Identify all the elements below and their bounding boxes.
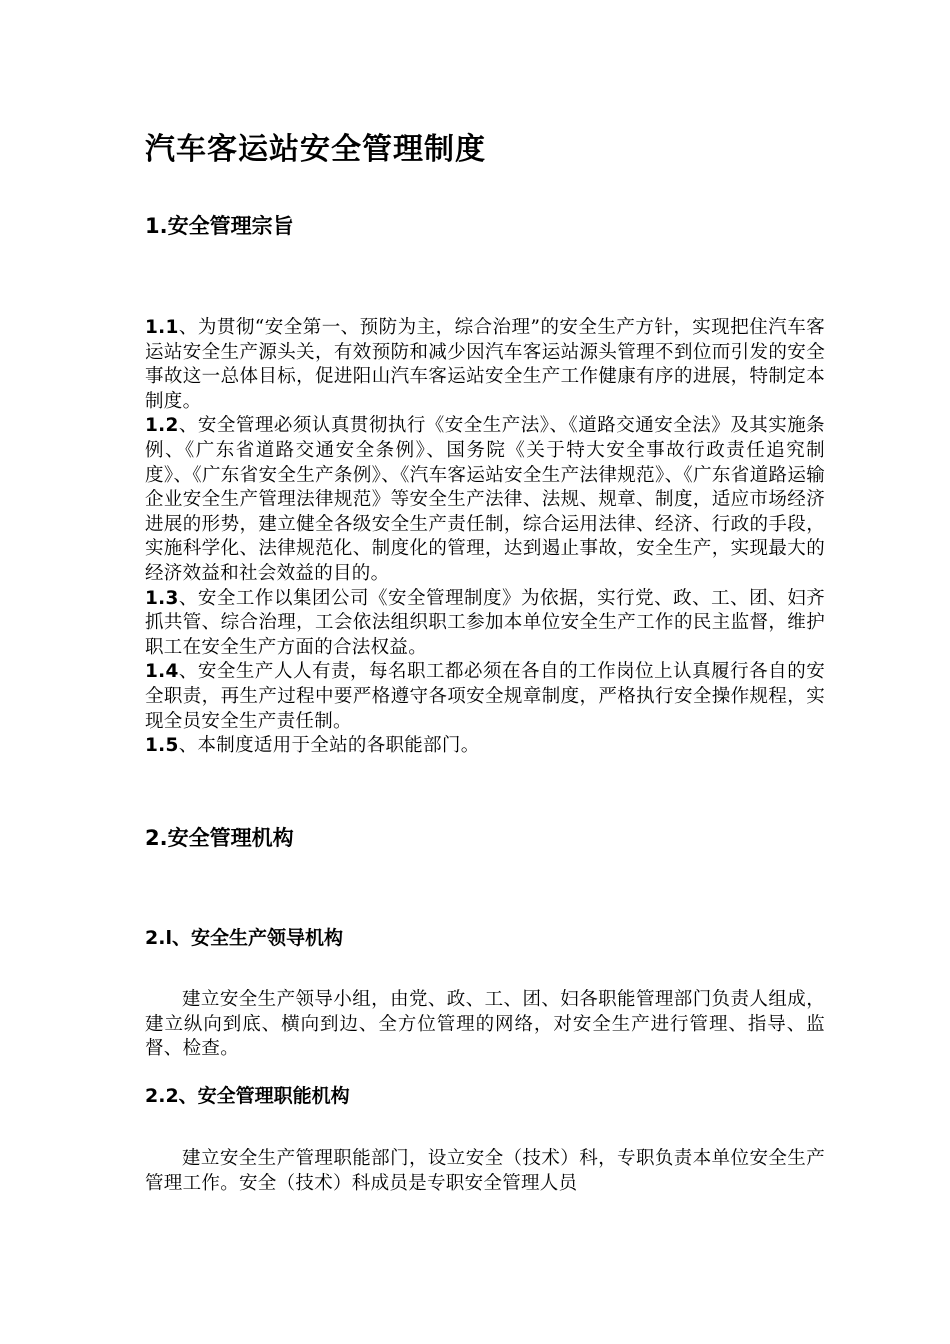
document-title: 汽车客运站安全管理制度 [145, 132, 486, 167]
item-1-1 [145, 316, 825, 414]
subsection-2-1-text: 建立安全生产领导小组，由党、政、工、团、妇各职能管理部门负责人组成，建立纵向到底、横向到边、全方位管理的网络，对安全生产进行管理、指导、监督、检查。 [145, 989, 825, 1060]
item-1-5 [145, 734, 825, 759]
section-1-heading: 1.安全管理宗旨 [145, 214, 294, 238]
item-text: 、本制度适用于全站的各职能部门。 [178, 735, 480, 757]
subsection-2-2-text: 建立安全生产管理职能部门，设立安全（技术）科，专职负责本单位安全生产管理工作。安全（技术）科成员是专职安全管理人员 [145, 1148, 825, 1194]
item-text: 、安全管理必须认真贯彻执行《安全生产法》、《道路交通安全法》及其实施条例、《广东省道路交通安全条例》、国务院《关于特大安全事故行政责任追究制度》、《广东省安全生产条例》、《汽车客运站安全生产法律规范》、《广东省道路运输企业安全生产管理法律规范》等安全生产法律、法规、规章、制度，适应市场经济进展的形势，建立健全各级安全生产责任制，综合运用法律、经济、行政的手段，实施科学化、法律规范化、制度化的管理，达到遏止事故，安全生产，实现最大的经济效益和社会效益的目的。 [145, 415, 825, 584]
item-number: 1.5 [145, 735, 179, 757]
section-1-items [145, 316, 825, 759]
item-number: 1.1 [145, 317, 179, 338]
item-1-4 [145, 660, 825, 734]
item-number: 1.3 [145, 587, 179, 609]
item-number: 1.2 [145, 415, 179, 437]
item-text: 、为贯彻“安全第一、预防为主，综合治理”的安全生产方针，实现把住汽车客运站安全生产源头关，有效预防和减少因汽车客运站源头管理不到位而引发的安全事故这一总体目标，促进阳山汽车客运站安全生产工作健康有序的进展，特制定本制度。 [145, 317, 825, 412]
section-2-heading: 2.安全管理机构 [145, 826, 294, 850]
item-text: 、安全生产人人有责，每名职工都必须在各自的工作岗位上认真履行各自的安全职责，再生产过程中要严格遵守各项安全规章制度，严格执行安全操作规程，实现全员安全生产责任制。 [145, 661, 825, 732]
item-1-3 [145, 587, 825, 661]
item-text: 、安全工作以集团公司《安全管理制度》为依据，实行党、政、工、团、妇齐抓共管、综合治理，工会依法组织职工参加本单位安全生产工作的民主监督，维护职工在安全生产方面的合法权益。 [145, 587, 825, 658]
subsection-2-2-heading: 2.2、安全管理职能机构 [145, 1085, 350, 1107]
item-number: 1.4 [145, 661, 179, 683]
item-1-2 [145, 414, 825, 586]
subsection-2-1-heading: 2.l、安全生产领导机构 [145, 927, 343, 949]
